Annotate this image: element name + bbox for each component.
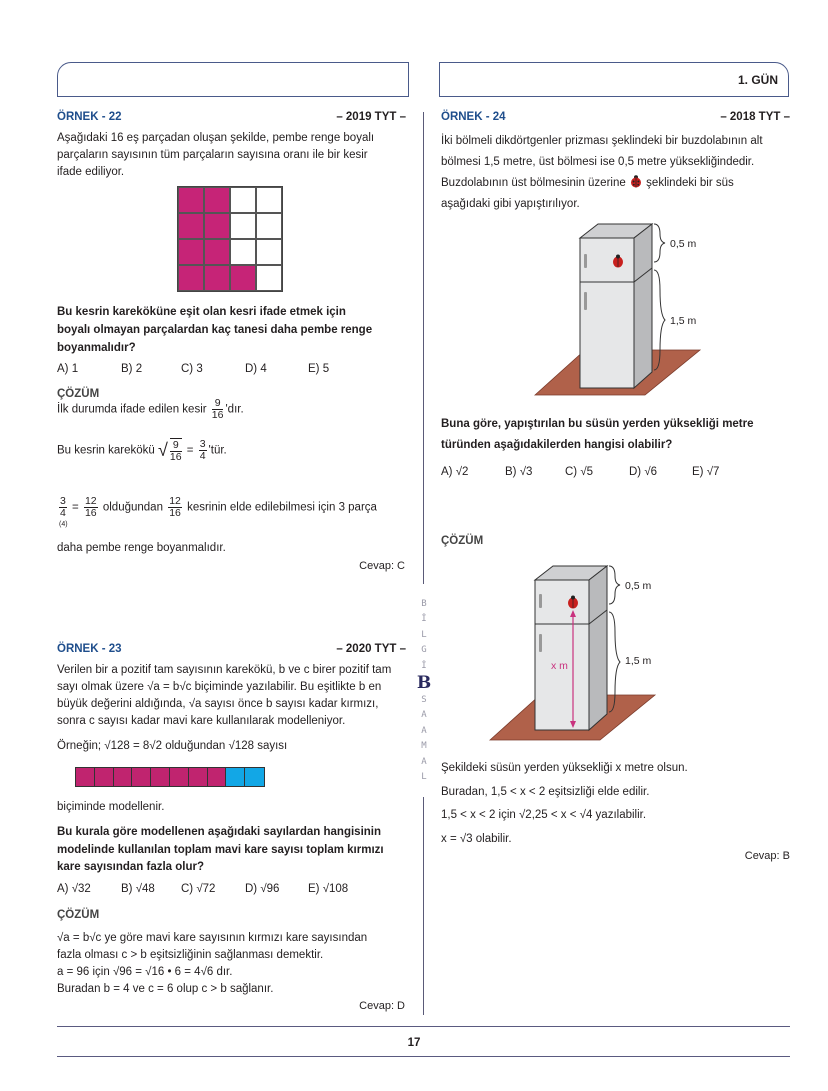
denominator: 16 (211, 409, 224, 421)
example-24-choices (441, 466, 796, 482)
denominator: 16 (169, 451, 182, 463)
brand-letter: A (421, 710, 427, 721)
header-box-right (439, 62, 789, 97)
numerator: 12 (84, 495, 97, 507)
example-23-example-line: Örneğin; √128 = 8√2 olduğundan √128 sayısı (57, 740, 288, 752)
red-square (132, 768, 151, 786)
text-line: Şekildeki süsün yerden yüksekliği x metre olsun. (441, 762, 688, 774)
text-line: Buradan b = 4 ve c = 6 olup c > b sağlanır. (57, 983, 274, 995)
text-line: boyanmalıdır? (57, 342, 136, 354)
denominator: 4 (60, 507, 66, 519)
solution-line-1 (57, 398, 412, 421)
fraction (84, 496, 98, 519)
fraction (199, 439, 207, 462)
text-line: sonra c sayısı kadar mavi kare kullanılarak modelleniyor. (57, 715, 346, 727)
text: 'dır. (225, 403, 244, 416)
brand-letter: M (421, 741, 427, 752)
choice-b: B) √48 (121, 883, 155, 895)
footer-rule-top (57, 1026, 790, 1027)
choice-d: D) 4 (245, 363, 267, 375)
choice-a: A) √2 (441, 466, 469, 478)
column-divider-top (423, 112, 424, 584)
square-root: √ (158, 440, 168, 460)
red-square (151, 768, 170, 786)
example-source: – 2018 TYT – (720, 111, 790, 123)
red-square (170, 768, 189, 786)
grid-cell-white (256, 213, 282, 239)
example-23-solution-heading: ÇÖZÜM (57, 909, 100, 921)
example-24-solution (441, 757, 801, 851)
text-line: aşağıdaki gibi yapıştırılıyor. (441, 198, 580, 210)
text: 'tür. (208, 444, 227, 457)
grid-cell-white (230, 187, 256, 213)
text-line: sayı olmak üzere √a = b√c biçiminde yazılabilir. Bu eşitlikte b en (57, 681, 382, 693)
fridge-figure-2 (485, 562, 670, 747)
example-23-header (57, 643, 406, 657)
example-22-choices (57, 363, 412, 379)
multiplier: (4) (59, 521, 68, 528)
label-x: x m (551, 660, 568, 672)
text-line: modelinde kullanılan toplam mavi kare sayısı toplam kırmızı (57, 843, 384, 856)
choice-d: D) √6 (629, 466, 658, 478)
example-title: ÖRNEK - 23 (57, 643, 122, 655)
equals-sign: = (186, 444, 194, 457)
numerator: 3 (60, 495, 66, 507)
choice-c: C) √72 (181, 883, 216, 895)
grid-cell-pink (204, 239, 230, 265)
red-square (76, 768, 95, 786)
example-22-intro (57, 130, 412, 181)
text-line: a = 96 için √96 = √16 • 6 = 4√6 dır. (57, 966, 233, 978)
red-square (208, 768, 227, 786)
brand-watermark (416, 597, 432, 785)
numerator: 9 (170, 440, 182, 452)
fraction (59, 495, 68, 528)
example-23-after-bar: biçiminde modellenir. (57, 801, 165, 813)
brand-letter: İ (421, 660, 427, 671)
grid-cell-pink (178, 265, 204, 291)
example-24-header (441, 111, 790, 125)
text-line: ifade ediliyor. (57, 166, 125, 178)
text-line: bölmesi 1,5 metre, üst bölmesi ise 0,5 metre yüksekliğindedir. (441, 156, 755, 168)
grid-cell-white (256, 265, 282, 291)
solution-line-3 (57, 495, 417, 528)
example-24-solution-heading: ÇÖZÜM (441, 535, 484, 547)
example-title: ÖRNEK - 22 (57, 111, 122, 123)
text-line: x = √3 olabilir. (441, 832, 512, 845)
example-22-solution-heading: ÇÖZÜM (57, 388, 100, 400)
choice-e: E) 5 (308, 363, 330, 375)
numerator: 12 (169, 495, 181, 507)
choice-e: E) √7 (692, 466, 720, 478)
day-label: 1. GÜN (737, 73, 778, 87)
text-line: Buradan, 1,5 < x < 2 eşitsizliği elde edilir. (441, 785, 650, 798)
example-23-choices (57, 883, 412, 899)
brand-letter: G (421, 645, 427, 656)
red-square (189, 768, 208, 786)
denominator: 16 (84, 507, 97, 519)
grid-cell-white (256, 187, 282, 213)
example-source: – 2019 TYT – (336, 111, 406, 123)
brand-letter: S (421, 695, 427, 706)
brand-letter: L (421, 629, 427, 640)
answer-label: Cevap: B (744, 850, 790, 862)
denominator: 4 (199, 450, 206, 462)
grid-cell-white (230, 239, 256, 265)
choice-e: E) √108 (308, 883, 349, 895)
label-bottom-height: 1,5 m (625, 655, 652, 667)
text: Buzdolabının üst bölmesinin üzerine (441, 177, 626, 189)
text: kesrinin elde edilebilmesi için 3 parça (187, 501, 377, 514)
text: Bu kesrin karekökü (57, 444, 155, 457)
text-line: Aşağıdaki 16 eş parçadan oluşan şekilde, pembe renge boyalı (57, 132, 375, 144)
text-line: Buna göre, yapıştırılan bu süsün yerden yüksekliği metre (441, 418, 754, 430)
example-22-question (57, 303, 412, 357)
text-line: İki bölmeli dikdörtgenler prizması şeklindeki bir buzdolabının alt (441, 135, 763, 147)
example-title: ÖRNEK - 24 (441, 111, 506, 123)
square-model-bar (75, 767, 265, 787)
example-22-header (57, 111, 406, 125)
example-23-question (57, 824, 417, 877)
text-line: türünden aşağıdakilerden hangisi olabilir? (441, 439, 673, 451)
text-line: fazla olması c > b eşitsizliğinin sağlanması demektir. (57, 949, 324, 961)
choice-b: B) √3 (505, 466, 533, 478)
text-line (441, 173, 801, 194)
answer-label: Cevap: D (359, 1000, 405, 1012)
label-top-height: 0,5 m (625, 580, 652, 592)
choice-b: B) 2 (121, 363, 143, 375)
grid-cell-pink (204, 265, 230, 291)
red-square (95, 768, 114, 786)
answer-label: Cevap: C (359, 560, 405, 572)
text: olduğundan (102, 501, 163, 514)
example-23-solution (57, 930, 417, 998)
example-23-intro (57, 662, 417, 730)
column-divider-bottom (423, 797, 424, 1015)
grid-cell-pink (178, 213, 204, 239)
numerator: 9 (212, 398, 224, 410)
choice-a: A) 1 (57, 363, 79, 375)
numerator: 3 (199, 438, 206, 450)
fraction (212, 398, 224, 421)
solution-line-2 (57, 438, 412, 463)
choice-c: C) 3 (181, 363, 203, 375)
grid-cell-white (256, 239, 282, 265)
text-line: büyük değerini aldığında, √a sayısı önce b sayısı kadar kırmızı, (57, 698, 379, 710)
label-top-height: 0,5 m (670, 238, 697, 250)
header-box-left (57, 62, 409, 97)
blue-square (226, 768, 245, 786)
denominator: 16 (169, 507, 181, 519)
fraction (170, 438, 182, 463)
text-line: Bu kurala göre modellenen aşağıdaki sayılardan hangisinin (57, 826, 382, 838)
red-square (114, 768, 133, 786)
text-line: 1,5 < x < 2 için √2,25 < x < √4 yazılabilir. (441, 809, 647, 821)
page-number: 17 (407, 1037, 421, 1049)
solution-line-4: daha pembe renge boyanmalıdır. (57, 542, 226, 554)
fridge-figure-1 (530, 220, 710, 405)
choice-d: D) √96 (245, 883, 280, 895)
text-line: kare sayısından fazla olur? (57, 861, 205, 873)
brand-letter: A (421, 725, 427, 736)
choice-c: C) √5 (565, 466, 594, 478)
grid-cell-pink (230, 265, 256, 291)
brand-logo-icon: B (416, 673, 432, 694)
grid-cell-pink (204, 213, 230, 239)
example-24-question (441, 414, 801, 456)
fraction-grid-figure (177, 186, 283, 292)
text-line: boyalı olmayan parçalardan kaç tanesi daha pembe renge (57, 324, 373, 336)
footer-rule-bottom (57, 1056, 790, 1057)
text-line: Bu kesrin kareköküne eşit olan kesri ifade etmek için (57, 306, 346, 318)
grid-cell-pink (178, 187, 204, 213)
label-bottom-height: 1,5 m (670, 315, 697, 327)
text: şeklindeki bir süs (646, 177, 734, 189)
grid-cell-pink (204, 187, 230, 213)
equals-sign: = (72, 501, 79, 514)
brand-letter: L (421, 772, 427, 783)
brand-letter: A (421, 756, 427, 767)
brand-letter: İ (421, 614, 427, 625)
brand-letter: B (421, 599, 427, 609)
fraction (168, 496, 182, 519)
text-line: parçaların sayısının tüm parçaların sayısına oranı ile bir kesir (57, 149, 368, 161)
example-source: – 2020 TYT – (336, 643, 406, 655)
grid-cell-white (230, 213, 256, 239)
choice-a: A) √32 (57, 883, 91, 895)
example-24-intro (441, 131, 801, 215)
text: İlk durumda ifade edilen kesir (57, 403, 207, 416)
grid-cell-pink (178, 239, 204, 265)
blue-square (245, 768, 264, 786)
text-line: Verilen bir a pozitif tam sayısının karekökü, b ve c birer pozitif tam (57, 664, 392, 676)
text-line: √a = b√c ye göre mavi kare sayısının kırmızı kare sayısından (57, 932, 368, 944)
ladybug-icon (629, 174, 643, 188)
